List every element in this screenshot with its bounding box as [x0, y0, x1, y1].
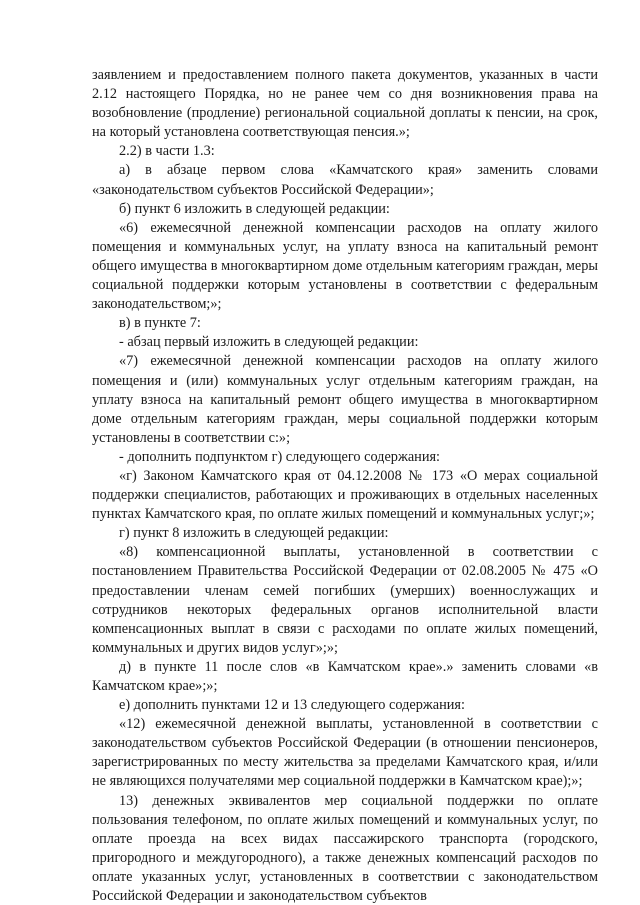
paragraph-item-v: в) в пункте 7: [119, 315, 201, 332]
paragraph-item-d: д) в пункте 11 после слов «в Камчатском крае».» заменить словами «в Камчатском крае»;»; [92, 658, 598, 694]
paragraph-quote-6: «6) ежемесячной денежной компенсации расходов на оплату жилого помещения и коммунальных услуг, на уплату взноса на капитальный ремонт общего имущества в многоквартирном доме отдельным категориям граждан, меры социальной поддержки которым установлены в соответствии с федеральным законодательством;»; [92, 219, 598, 313]
paragraph-item-a: а) в абзаце первом слова «Камчатского края» заменить словами «законодательством субъектов Российской Федерации»; [92, 162, 598, 198]
paragraph-item-g: г) пункт 8 изложить в следующей редакции: [119, 525, 389, 542]
paragraph-item-13: 13) денежных эквивалентов мер социальной поддержки по оплате пользования телефоном, по оплате жилых помещений и коммунальных услуг, по оплате проезда на всех видах пассажирского транспорта (городского, пригородного и междугородного), а также денежных компенсаций расходов по оплате указанных услуг, установленных в соответствии с законодательством Российской Федерации и законодательством субъектов [92, 792, 598, 905]
paragraph-quote-8: «8) компенсационной выплаты, установленной в соответствии с постановлением Правительства Российской Федерации от 02.08.2005 № 475 «О предоставлении членам семей погибших (умерших) военнослужащих и сотрудников некоторых федеральных органов исполнительной власти компенсационных выплат в связи с расходами по оплате жилых помещений, коммунальных и других видов услуг»;»; [92, 544, 598, 656]
paragraph-continuation: заявлением и предоставлением полного пакета документов, указанных в части 2.12 настоящего Порядка, но не ранее чем со дня возникновения права на возобновление (продление) региональной социальной доплаты к пенсии, на срок, на который установлена соответствующая пенсия.»; [92, 67, 598, 141]
paragraph-item-b: б) пункт 6 изложить в следующей редакции: [119, 200, 390, 217]
paragraph-quote-g: «г) Законом Камчатского края от 04.12.2008 № 173 «О мерах социальной поддержки специалистов, работающих и проживающих в отдельных населенных пунктах Камчатского края, по оплате жилых помещений и коммунальных услуг;»; [92, 467, 598, 523]
paragraph-item-e: е) дополнить пунктами 12 и 13 следующего содержания: [119, 697, 465, 714]
paragraph-dash-add: - дополнить подпунктом г) следующего содержания: [119, 448, 441, 465]
paragraph-quote-12: «12) ежемесячной денежной выплаты, установленной в соответствии с законодательством субъектов Российской Федерации (в отношении пенсионеров, зарегистрированных по месту жительства за пределами Камчатского края, и/или не являющихся получателями мер социальной поддержки в Камчатском крае);»; [92, 716, 598, 790]
paragraph-item-2-2: 2.2) в части 1.3: [119, 143, 215, 160]
paragraph-dash-first: - абзац первый изложить в следующей редакции: [119, 334, 419, 351]
paragraph-quote-7: «7) ежемесячной денежной компенсации расходов на оплату жилого помещения и (или) коммунальных услуг отдельным категориям граждан, на уплату взноса на капитальный ремонт общего имущества в многоквартирном доме отдельным категориям граждан, меры социальной поддержки которым установлены в соответствии с:»; [92, 353, 598, 446]
